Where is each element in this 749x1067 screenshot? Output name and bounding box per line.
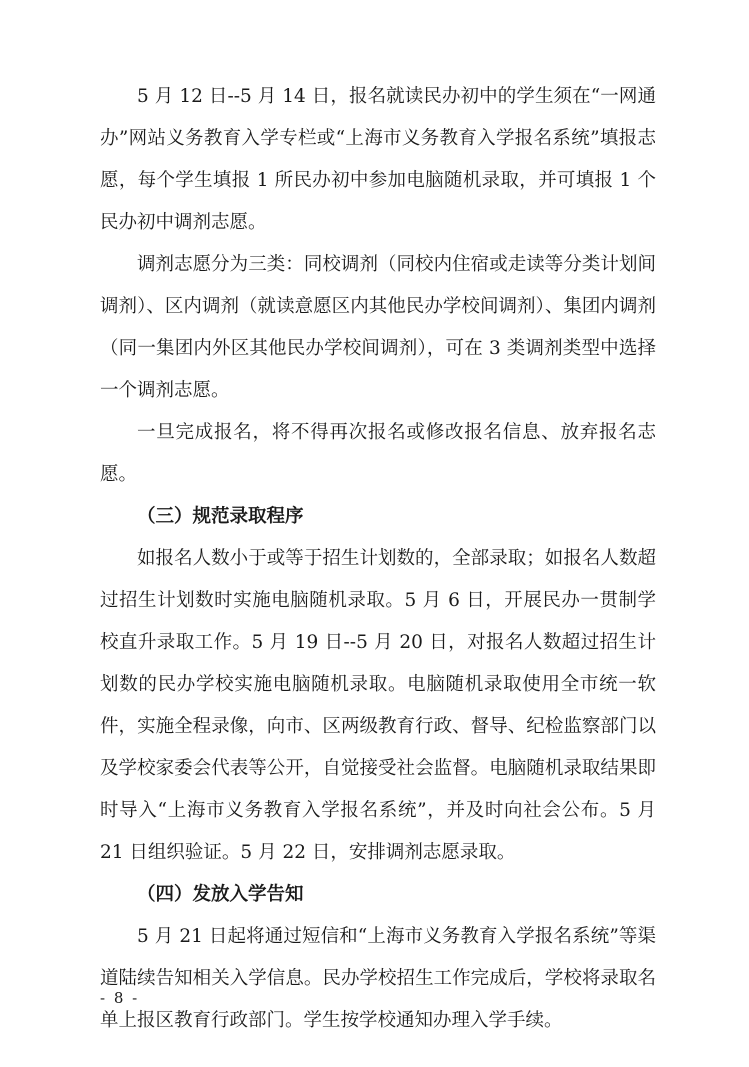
paragraph-no-modification: 一旦完成报名，将不得再次报名或修改报名信息、放弃报名志愿。 <box>100 422 656 485</box>
paragraph-admission-notice: 5 月 21 日起将通过短信和“上海市义务教育入学报名系统”等渠道陆续告知相关入学信息。民办学校招生工作完成后，学校将录取名单上报区教育行政部门。学生按学校通知办理入学手续。 <box>100 926 656 1031</box>
section-heading-4: （四）发放入学告知 <box>137 884 304 905</box>
paragraph-adjustment-types: 调剂志愿分为三类：同校调剂（同校内住宿或走读等分类计划间调剂）、区内调剂（就读意愿区内其他民办学校间调剂）、集团内调剂（同一集团内外区其他民办学校间调剂），可在 3 类调剂类型中选择一个调剂志愿。 <box>100 254 656 401</box>
paragraph-admission-procedure: 如报名人数小于或等于招生计划数的，全部录取；如报名人数超过招生计划数时实施电脑随机录取。5 月 6 日，开展民办一贯制学校直升录取工作。5 月 19 日--5 月 20 日，对报名人数超过招生计划数的民办学校实施电脑随机录取。电脑随机录取使用全市统一软件，实施全程录像，向市、区两级教育行政、督导、纪检监察部门以及学校家委会代表等公开，自觉接受社会监督。电脑随机录取结果即时导入“上海市义务教育入学报名系统”，并及时向社会公布。5 月 21 日组织验证。5 月 22 日，安排调剂志愿录取。 <box>100 548 656 863</box>
paragraph-registration: 5 月 12 日--5 月 14 日，报名就读民办初中的学生须在“一网通办”网站义务教育入学专栏或“上海市义务教育入学报名系统”填报志愿，每个学生填报 1 所民办初中参加电脑随机录取，并可填报 1 个民办初中调剂志愿。 <box>100 86 656 233</box>
document-body <box>100 76 656 1042</box>
page-number: - 8 - <box>100 989 140 1007</box>
section-heading-3: （三）规范录取程序 <box>137 506 304 527</box>
